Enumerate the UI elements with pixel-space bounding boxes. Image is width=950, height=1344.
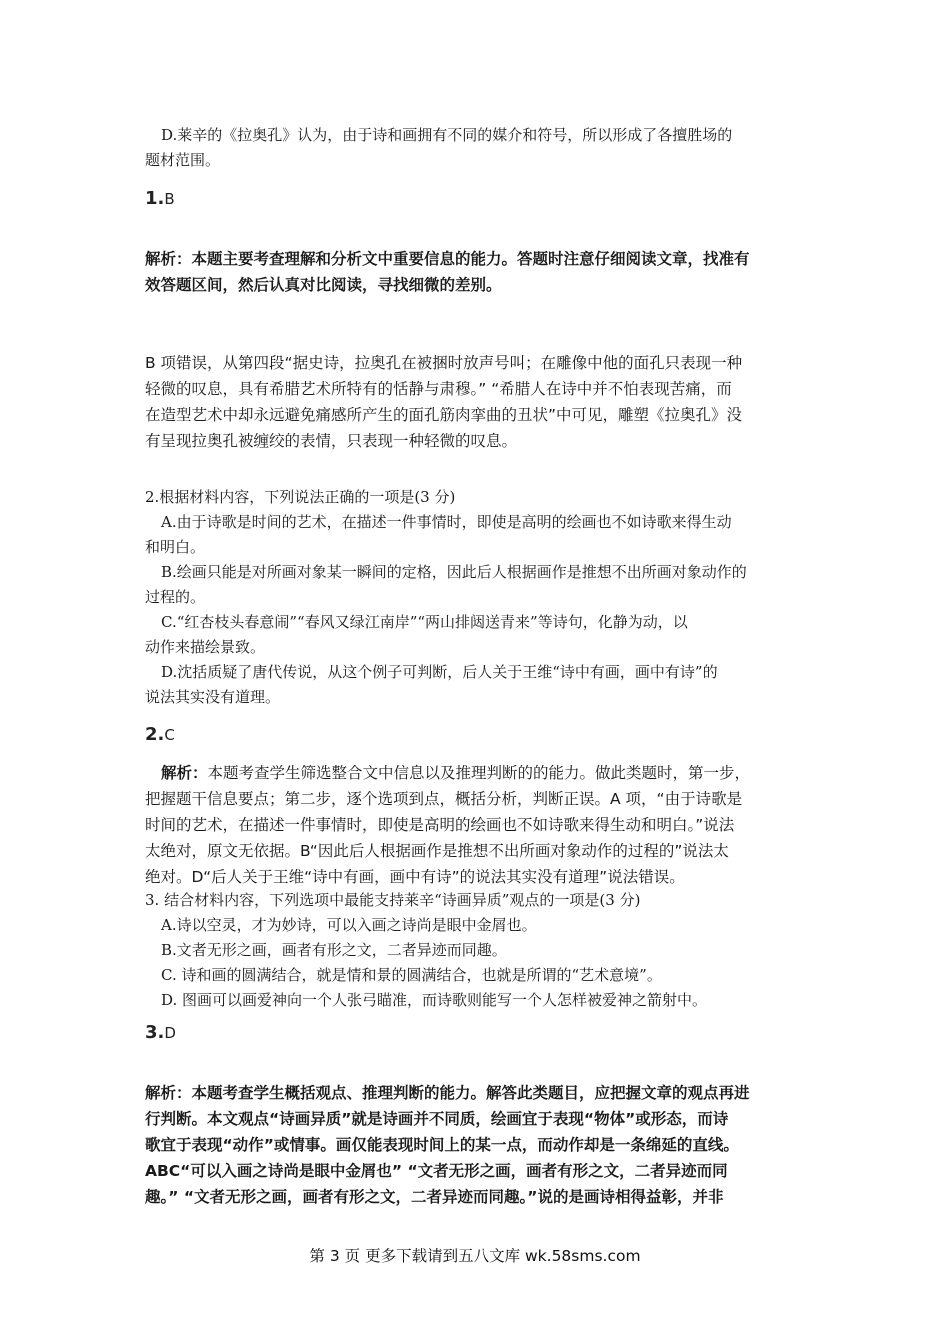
q2-option-c: C.“红杏枝头春意闹”“春风又绿江南岸”“两山排闼送青来”等诗句，化静为动，以 — [161, 613, 688, 631]
q3-option-a: A.诗以空灵，才为妙诗，可以入画之诗尚是眼中金屑也。 — [161, 916, 537, 934]
analysis-3-line: 解析：本题考查学生概括观点、推理判断的能力。解答此类题目，应把握文章的观点再进 — [145, 1084, 750, 1102]
analysis-1-line2: 效答题区间，然后认真对比阅读，寻找细微的差别。 — [145, 276, 502, 294]
analysis-2-line: 时间的艺术，在描述一件事情时，即使是高明的绘画也不如诗歌来得生动和明白。”说法 — [145, 816, 735, 834]
analysis-2-line: 太绝对，原文无依据。B“因此后人根据画作是推想不出所画对象动作的过程的”说法太 — [145, 842, 729, 860]
analysis-2-line1: 本题考查学生筛选整合文中信息以及推理判断的的能力。做此类题时，第一步， — [207, 764, 751, 782]
question-3-stem: 3. 结合材料内容，下列选项中最能支持莱辛“诗画异质”观点的一项是(3 分) — [145, 891, 641, 909]
q2-option-c-cont: 动作来描绘景致。 — [145, 638, 266, 656]
answer-2-number: 2. — [145, 724, 165, 745]
q3-option-c: C. 诗和画的圆满结合，就是情和景的圆满结合，也就是所谓的“艺术意境”。 — [161, 966, 662, 984]
q2-option-b-cont: 过程的。 — [145, 588, 206, 606]
q3-option-d: D. 图画可以画爱神向一个人张弓瞄准，而诗歌则能写一个人怎样被爱神之箭射中。 — [161, 991, 708, 1009]
q2-option-a-cont: 和明白。 — [145, 538, 206, 556]
q2-option-a: A.由于诗歌是时间的艺术，在描述一件事情时，即使是高明的绘画也不如诗歌来得生动 — [161, 513, 732, 531]
q2-option-d: D.沈括质疑了唐代传说，从这个例子可判断，后人关于王维“诗中有画，画中有诗”的 — [161, 663, 718, 681]
explanation-1-line: B 项错误，从第四段“据史诗，拉奥孔在被捆时放声号叫；在雕像中他的面孔只表现一种 — [145, 354, 743, 372]
answer-1-letter: B — [164, 190, 175, 208]
page-footer: 第 3 页 更多下载请到五八文库 wk.58sms.com — [309, 1247, 641, 1265]
explanation-1-line: 有呈现拉奥孔被缠绞的表情，只表现一种轻微的叹息。 — [145, 432, 518, 450]
analysis-2-label: 解析： — [161, 764, 208, 782]
analysis-2-line: 把握题干信息要点；第二步，逐个选项到点，概括分析，判断正误。A 项，“由于诗歌是 — [145, 790, 743, 808]
q1-option-d-line1: D.莱辛的《拉奥孔》认为，由于诗和画拥有不同的媒介和符号，所以形成了各擅胜场的 — [161, 126, 733, 144]
answer-1 — [145, 188, 175, 209]
explanation-1-line: 轻微的叹息，具有希腊艺术所特有的恬静与肃穆。” “希腊人在诗中并不怕表现苦痛，而 — [145, 380, 732, 398]
analysis-3 — [145, 1080, 805, 1210]
analysis-3-line: 歌宜于表现“动作”或情事。画仅能表现时间上的某一点，而动作却是一条绵延的直线。 — [145, 1136, 739, 1154]
answer-2-letter: C — [164, 726, 175, 744]
answer-2 — [145, 724, 175, 745]
analysis-1-line1: 解析：本题主要考查理解和分析文中重要信息的能力。答题时注意仔细阅读文章，找准有 — [145, 250, 750, 268]
question-2 — [145, 485, 805, 710]
analysis-3-line: 行判断。本文观点“诗画异质”就是诗画并不同质，绘画宜于表现“物体”或形态，而诗 — [145, 1110, 729, 1128]
analysis-2 — [145, 760, 805, 890]
analysis-2-line: 绝对。D“后人关于王维“诗中有画，画中有诗”的说法其实没有道理”说法错误。 — [145, 868, 685, 886]
answer-1-number: 1. — [145, 188, 165, 209]
explanation-1 — [145, 350, 805, 454]
q3-option-b: B.文者无形之画，画者有形之文，二者异迹而同趣。 — [161, 941, 507, 959]
analysis-1 — [145, 246, 805, 298]
question-2-stem: 2.根据材料内容，下列说法正确的一项是(3 分) — [145, 488, 456, 506]
answer-3 — [145, 1022, 176, 1043]
analysis-3-line: 趣。” “文者无形之画，画者有形之文，二者异迹而同趣。”说的是画诗相得益彰，并非 — [145, 1188, 724, 1206]
question-3 — [145, 888, 805, 1013]
q2-option-b: B.绘画只能是对所画对象某一瞬间的定格，因此后人根据画作是推想不出所画对象动作的 — [161, 563, 747, 581]
q1-option-d — [145, 123, 805, 173]
answer-3-number: 3. — [145, 1022, 165, 1043]
q1-option-d-line2: 题材范围。 — [145, 151, 221, 169]
answer-3-letter: D — [164, 1024, 176, 1042]
analysis-3-line: ABC“可以入画之诗尚是眼中金屑也” “文者无形之画，画者有形之文，二者异迹而同 — [145, 1162, 728, 1180]
explanation-1-line: 在造型艺术中却永远避免痛感所产生的面孔筋肉挛曲的丑状”中可见，雕塑《拉奥孔》没 — [145, 406, 743, 424]
q2-option-d-cont: 说法其实没有道理。 — [145, 688, 281, 706]
